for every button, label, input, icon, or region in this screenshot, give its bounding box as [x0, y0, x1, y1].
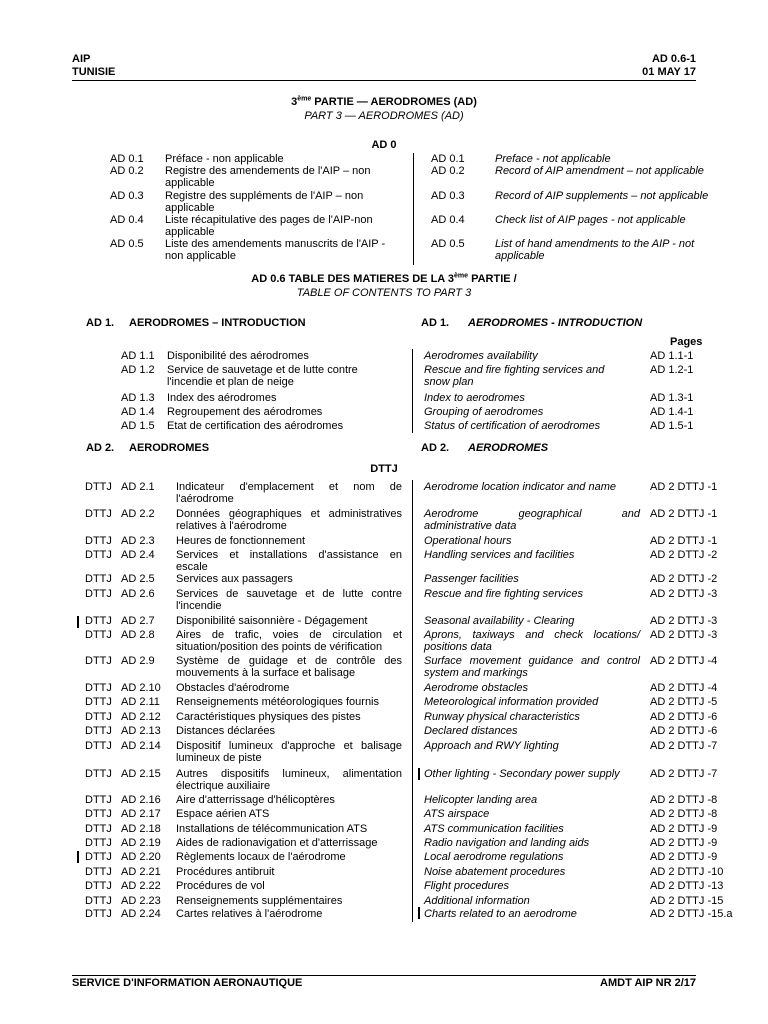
- ad2-prefix: DTTJ: [85, 508, 112, 520]
- ad0-title-fr: applicable: [165, 226, 215, 238]
- ad2-page: AD 2 DTTJ -2: [650, 549, 718, 561]
- ad2-code: AD 2.23: [121, 895, 161, 907]
- ad2-title-en: Aprons, taxiways and check locations/: [424, 629, 640, 641]
- ad2-title-fr: Renseignements supplémentaires: [176, 895, 343, 907]
- ad1-title-fr: Regroupement des aérodromes: [167, 406, 323, 418]
- ad2-title-fr: Heures de fonctionnement: [176, 535, 306, 547]
- ad0-code: AD 0.4: [110, 214, 144, 226]
- part-title-en: PART 3 — AERODROMES (AD): [304, 110, 464, 122]
- ad2-code: AD 2.2: [121, 508, 155, 520]
- ad2-prefix: DTTJ: [85, 588, 112, 600]
- ad0-divider: [413, 153, 414, 265]
- ad2-title-fr: Données géographiques et administratives: [176, 508, 402, 520]
- ad2-page: AD 2 DTTJ -8: [650, 808, 718, 820]
- ad2-code: AD 2.24: [121, 908, 161, 920]
- change-marker: [77, 616, 79, 628]
- ad2-title-fr: Obstacles d'aérodrome: [176, 682, 290, 694]
- ad2-code: AD 2.6: [121, 588, 155, 600]
- ad0-title-en: Check list of AIP pages - not applicable: [495, 214, 686, 226]
- ad2-title-fr: Disponibilité saisonnière - Dégagement: [176, 615, 368, 627]
- ad2-page: AD 2 DTTJ -8: [650, 794, 718, 806]
- ad2-title-fr: situation/position des points de vérification: [176, 641, 383, 653]
- ad0-title-en: Record of AIP amendment – not applicable: [495, 165, 704, 177]
- ad2-title-en: Declared distances: [424, 725, 518, 737]
- ad2-code: AD 2.4: [121, 549, 155, 561]
- header-country: TUNISIE: [72, 66, 116, 78]
- ad1-title-fr: AERODROMES – INTRODUCTION: [129, 317, 306, 329]
- ad2-page: AD 2 DTTJ -15: [650, 895, 724, 907]
- ad0-title-en: List of hand amendments to the AIP - not: [495, 238, 695, 250]
- ad1-code: AD 1.1: [121, 350, 155, 362]
- ad2-code: AD 2.19: [121, 837, 161, 849]
- ad2-code: AD 2.18: [121, 823, 161, 835]
- ad1-number-en: AD 1.: [421, 317, 450, 329]
- ad2-page: AD 2 DTTJ -3: [650, 615, 718, 627]
- ad1-title-en: Rescue and fire fighting services and: [424, 364, 605, 376]
- ad2-title-en: Runway physical characteristics: [424, 711, 580, 723]
- ad2-title-en: Aerodrome geographical and: [424, 508, 640, 520]
- ad2-prefix: DTTJ: [85, 768, 112, 780]
- ad0-code-en: AD 0.1: [431, 153, 465, 165]
- ad2-title-en: Aerodrome obstacles: [424, 682, 528, 694]
- ad1-code: AD 1.2: [121, 364, 155, 376]
- ad2-title-fr: Espace aérien ATS: [176, 808, 270, 820]
- ad2-prefix: DTTJ: [85, 696, 112, 708]
- ad0-code-en: AD 0.3: [431, 190, 465, 202]
- ad2-prefix: DTTJ: [85, 535, 112, 547]
- ad2-title-fr: escale: [176, 561, 208, 573]
- ad2-page: AD 2 DTTJ -6: [650, 711, 718, 723]
- ad2-page: AD 2 DTTJ -9: [650, 837, 718, 849]
- ad2-page: AD 2 DTTJ -1: [650, 508, 718, 520]
- ad2-prefix: DTTJ: [85, 711, 112, 723]
- ad2-page: AD 2 DTTJ -1: [650, 481, 718, 493]
- ad0-title-fr: applicable: [165, 202, 215, 214]
- ad0-code-en: AD 0.5: [431, 238, 465, 250]
- ad2-page: AD 2 DTTJ -7: [650, 768, 718, 780]
- ad2-code: AD 2.8: [121, 629, 155, 641]
- ad1-title-fr: Disponibilité des aérodromes: [167, 350, 309, 362]
- ad1-title-en: Aerodromes availability: [424, 350, 538, 362]
- ad2-prefix: DTTJ: [85, 794, 112, 806]
- ad2-title-en: Flight procedures: [424, 880, 509, 892]
- ad1-title-en: Status of certification of aerodromes: [424, 420, 601, 432]
- footer-service: SERVICE D'INFORMATION AERONAUTIQUE: [72, 977, 303, 989]
- ad0-code: AD 0.3: [110, 190, 144, 202]
- ad2-title-fr: l'aérodrome: [176, 493, 234, 505]
- ad2-code: AD 2.16: [121, 794, 161, 806]
- ad2-title-fr: Distances déclarées: [176, 725, 276, 737]
- ad2-divider: [412, 480, 413, 922]
- ad0-title-fr: Registre des suppléments de l'AIP – non: [165, 190, 364, 202]
- ad2-prefix: DTTJ: [85, 573, 112, 585]
- ad2-page: AD 2 DTTJ -15.a: [650, 908, 733, 920]
- ad2-prefix: DTTJ: [85, 629, 112, 641]
- ad2-page: AD 2 DTTJ -10: [650, 866, 724, 878]
- ad2-title-fr: électrique auxiliaire: [176, 780, 271, 792]
- ad1-title-en: Index to aerodromes: [424, 392, 525, 404]
- ad1-title-en: Grouping of aerodromes: [424, 406, 544, 418]
- toc-title-en: TABLE OF CONTENTS TO PART 3: [296, 287, 472, 299]
- ad2-title-en: Aerodrome location indicator and name: [424, 481, 617, 493]
- ad2-prefix: DTTJ: [85, 851, 112, 863]
- ad2-title-fr: Renseignements météorologiques fournis: [176, 696, 380, 708]
- ad2-code: AD 2.10: [121, 682, 161, 694]
- ad0-code: AD 0.1: [110, 153, 144, 165]
- ad2-code: AD 2.22: [121, 880, 161, 892]
- ad2-prefix: DTTJ: [85, 615, 112, 627]
- ad2-title-fr: Services et installations d'assistance en: [176, 549, 402, 561]
- ad1-title-fr: Service de sauvetage et de lutte contre: [167, 364, 358, 376]
- ad2-code: AD 2.12: [121, 711, 161, 723]
- ad2-title-en: administrative data: [424, 520, 517, 532]
- change-marker: [418, 907, 420, 919]
- ad2-prefix: DTTJ: [85, 866, 112, 878]
- ad2-title-fr: Règlements locaux de l'aérodrome: [176, 851, 346, 863]
- ad2-title-fr: Indicateur d'emplacement et nom de: [176, 481, 402, 493]
- change-marker: [418, 768, 420, 780]
- ad2-code: AD 2.11: [121, 696, 160, 708]
- ad2-title-fr: Cartes relatives à l'aérodrome: [176, 908, 323, 920]
- ad0-code: AD 0.2: [110, 165, 144, 177]
- ad2-title-fr: Aires de trafic, voies de circulation et: [176, 629, 402, 641]
- ad2-prefix: DTTJ: [85, 908, 112, 920]
- ad2-title-en: Operational hours: [424, 535, 512, 547]
- ad2-title-en: Other lighting - Secondary power supply: [424, 768, 620, 780]
- ad2-code: AD 2.21: [121, 866, 161, 878]
- ad2-title-en: Noise abatement procedures: [424, 866, 566, 878]
- ad0-title-fr: Registre des amendements de l'AIP – non: [165, 165, 371, 177]
- ad2-code: AD 2.9: [121, 655, 155, 667]
- ad2-title-en: Charts related to an aerodrome: [424, 908, 577, 920]
- ad2-title-fr: Services aux passagers: [176, 573, 293, 585]
- header-rule: [72, 80, 696, 81]
- footer-rule: [72, 975, 696, 976]
- ad2-code: AD 2.15: [121, 768, 161, 780]
- ad2-title-en: Helicopter landing area: [424, 794, 538, 806]
- ad1-page: AD 1.2-1: [650, 364, 694, 376]
- ad2-prefix: DTTJ: [85, 823, 112, 835]
- ad2-title-fr: relatives à l'aérodrome: [176, 520, 287, 532]
- ad1-page: AD 1.4-1: [650, 406, 694, 418]
- ad2-title-fr: Système de guidage et de contrôle des: [176, 655, 402, 667]
- ad2-title-en: Radio navigation and landing aids: [424, 837, 590, 849]
- ad2-code: AD 2.20: [121, 851, 161, 863]
- ad2-title-fr: l'incendie: [176, 600, 222, 612]
- ad0-title-fr: Liste des amendements manuscrits de l'AIP -: [165, 238, 386, 250]
- ad2-title-fr: Autres dispositifs lumineux, alimentation: [176, 768, 402, 780]
- ad2-title-en: ATS airspace: [424, 808, 490, 820]
- ad2-title-en: Rescue and fire fighting services: [424, 588, 583, 600]
- ad1-code: AD 1.5: [121, 420, 155, 432]
- ad2-page: AD 2 DTTJ -2: [650, 573, 718, 585]
- ad1-title-fr: l'incendie et plan de neige: [167, 376, 294, 388]
- ad1-divider: [412, 349, 413, 433]
- toc-title-fr: AD 0.6 TABLE DES MATIERES DE LA 3ème PARTIE /: [251, 272, 517, 285]
- ad2-prefix: DTTJ: [85, 481, 112, 493]
- ad2-title-fr: Aire d'atterrissage d'hélicoptères: [176, 794, 335, 806]
- ad2-title-fr: Procédures antibruit: [176, 866, 275, 878]
- ad2-code: AD 2.17: [121, 808, 161, 820]
- header-aip: AIP: [72, 53, 91, 65]
- ad2-prefix: DTTJ: [85, 549, 112, 561]
- ad2-title-en: Surface movement guidance and control: [424, 655, 640, 667]
- ad1-code: AD 1.3: [121, 392, 155, 404]
- ad1-page: AD 1.5-1: [650, 420, 694, 432]
- ad2-page: AD 2 DTTJ -6: [650, 725, 718, 737]
- ad2-code: AD 2.7: [121, 615, 155, 627]
- ad0-title-en: applicable: [495, 250, 545, 262]
- ad2-title-en: positions data: [424, 641, 492, 653]
- ad0-code: AD 0.5: [110, 238, 144, 250]
- ad2-title-en: Approach and RWY lighting: [424, 740, 559, 752]
- ad2-title-en: ATS communication facilities: [424, 823, 564, 835]
- ad1-code: AD 1.4: [121, 406, 155, 418]
- ad2-page: AD 2 DTTJ -9: [650, 851, 718, 863]
- pages-label: Pages: [670, 336, 703, 348]
- ad2-number-fr: AD 2.: [86, 442, 115, 454]
- ad2-page: AD 2 DTTJ -3: [650, 588, 718, 600]
- header-date: 01 MAY 17: [642, 66, 696, 78]
- ad1-number-fr: AD 1.: [86, 317, 115, 329]
- ad2-number-en: AD 2.: [421, 442, 450, 454]
- ad1-title-en: snow plan: [424, 376, 474, 388]
- ad2-prefix: DTTJ: [85, 725, 112, 737]
- footer-amendment: AMDT AIP NR 2/17: [600, 977, 696, 989]
- ad0-title-fr: Liste récapitulative des pages de l'AIP-non: [165, 214, 373, 226]
- ad2-title-en: system and markings: [424, 667, 528, 679]
- ad2-prefix: DTTJ: [85, 682, 112, 694]
- ad0-title-en: Preface - not applicable: [495, 153, 611, 165]
- ad2-prefix: DTTJ: [85, 808, 112, 820]
- ad2-code: AD 2.1: [121, 481, 155, 493]
- change-marker: [77, 851, 79, 863]
- ad1-title-fr: Index des aérodromes: [167, 392, 277, 404]
- ad2-page: AD 2 DTTJ -1: [650, 535, 718, 547]
- ad0-code-en: AD 0.2: [431, 165, 465, 177]
- dttj-heading: DTTJ: [370, 463, 398, 475]
- ad2-title-fr: AERODROMES: [129, 442, 210, 454]
- ad2-code: AD 2.3: [121, 535, 155, 547]
- ad2-page: AD 2 DTTJ -5: [650, 696, 718, 708]
- ad2-prefix: DTTJ: [85, 740, 112, 752]
- ad2-page: AD 2 DTTJ -3: [650, 629, 718, 641]
- header-page-ref: AD 0.6-1: [651, 53, 696, 65]
- part-title-fr: 3ème PARTIE — AERODROMES (AD): [291, 95, 477, 108]
- ad2-code: AD 2.13: [121, 725, 161, 737]
- ad2-page: AD 2 DTTJ -7: [650, 740, 718, 752]
- ad2-title-en: Passenger facilities: [424, 573, 519, 585]
- ad2-code: AD 2.14: [121, 740, 161, 752]
- ad2-page: AD 2 DTTJ -4: [650, 655, 718, 667]
- ad2-page: AD 2 DTTJ -4: [650, 682, 718, 694]
- ad2-code: AD 2.5: [121, 573, 155, 585]
- ad1-title-en: AERODROMES - INTRODUCTION: [468, 317, 643, 329]
- ad0-code-en: AD 0.4: [431, 214, 465, 226]
- ad2-title-en: Additional information: [424, 895, 530, 907]
- ad2-prefix: DTTJ: [85, 655, 112, 667]
- ad0-title-en: Record of AIP supplements – not applicable: [495, 190, 709, 202]
- ad2-title-en: AERODROMES: [468, 442, 549, 454]
- ad2-title-fr: Procédures de vol: [176, 880, 265, 892]
- ad0-heading: AD 0: [371, 139, 397, 151]
- ad2-title-en: Handling services and facilities: [424, 549, 575, 561]
- ad0-title-fr: applicable: [165, 177, 215, 189]
- ad1-page: AD 1.1-1: [650, 350, 694, 362]
- ad2-prefix: DTTJ: [85, 880, 112, 892]
- ad0-title-fr: Préface - non applicable: [165, 153, 284, 165]
- ad2-prefix: DTTJ: [85, 837, 112, 849]
- ad2-title-en: Local aerodrome regulations: [424, 851, 564, 863]
- ad2-title-fr: Installations de télécommunication ATS: [176, 823, 368, 835]
- ad2-title-en: Meteorological information provided: [424, 696, 599, 708]
- ad2-title-fr: mouvements à la surface et balisage: [176, 667, 356, 679]
- ad2-page: AD 2 DTTJ -13: [650, 880, 724, 892]
- ad1-page: AD 1.3-1: [650, 392, 694, 404]
- ad1-title-fr: Etat de certification des aérodromes: [167, 420, 344, 432]
- ad2-prefix: DTTJ: [85, 895, 112, 907]
- ad2-title-fr: Caractéristiques physiques des pistes: [176, 711, 361, 723]
- ad2-page: AD 2 DTTJ -9: [650, 823, 718, 835]
- ad2-title-fr: Aides de radionavigation et d'atterrissage: [176, 837, 378, 849]
- ad2-title-fr: lumineux de piste: [176, 752, 262, 764]
- ad0-title-fr: non applicable: [165, 250, 236, 262]
- ad2-title-en: Seasonal availability - Clearing: [424, 615, 575, 627]
- ad2-title-fr: Dispositif lumineux d'approche et balisage: [176, 740, 402, 752]
- ad2-title-fr: Services de sauvetage et de lutte contre: [176, 588, 402, 600]
